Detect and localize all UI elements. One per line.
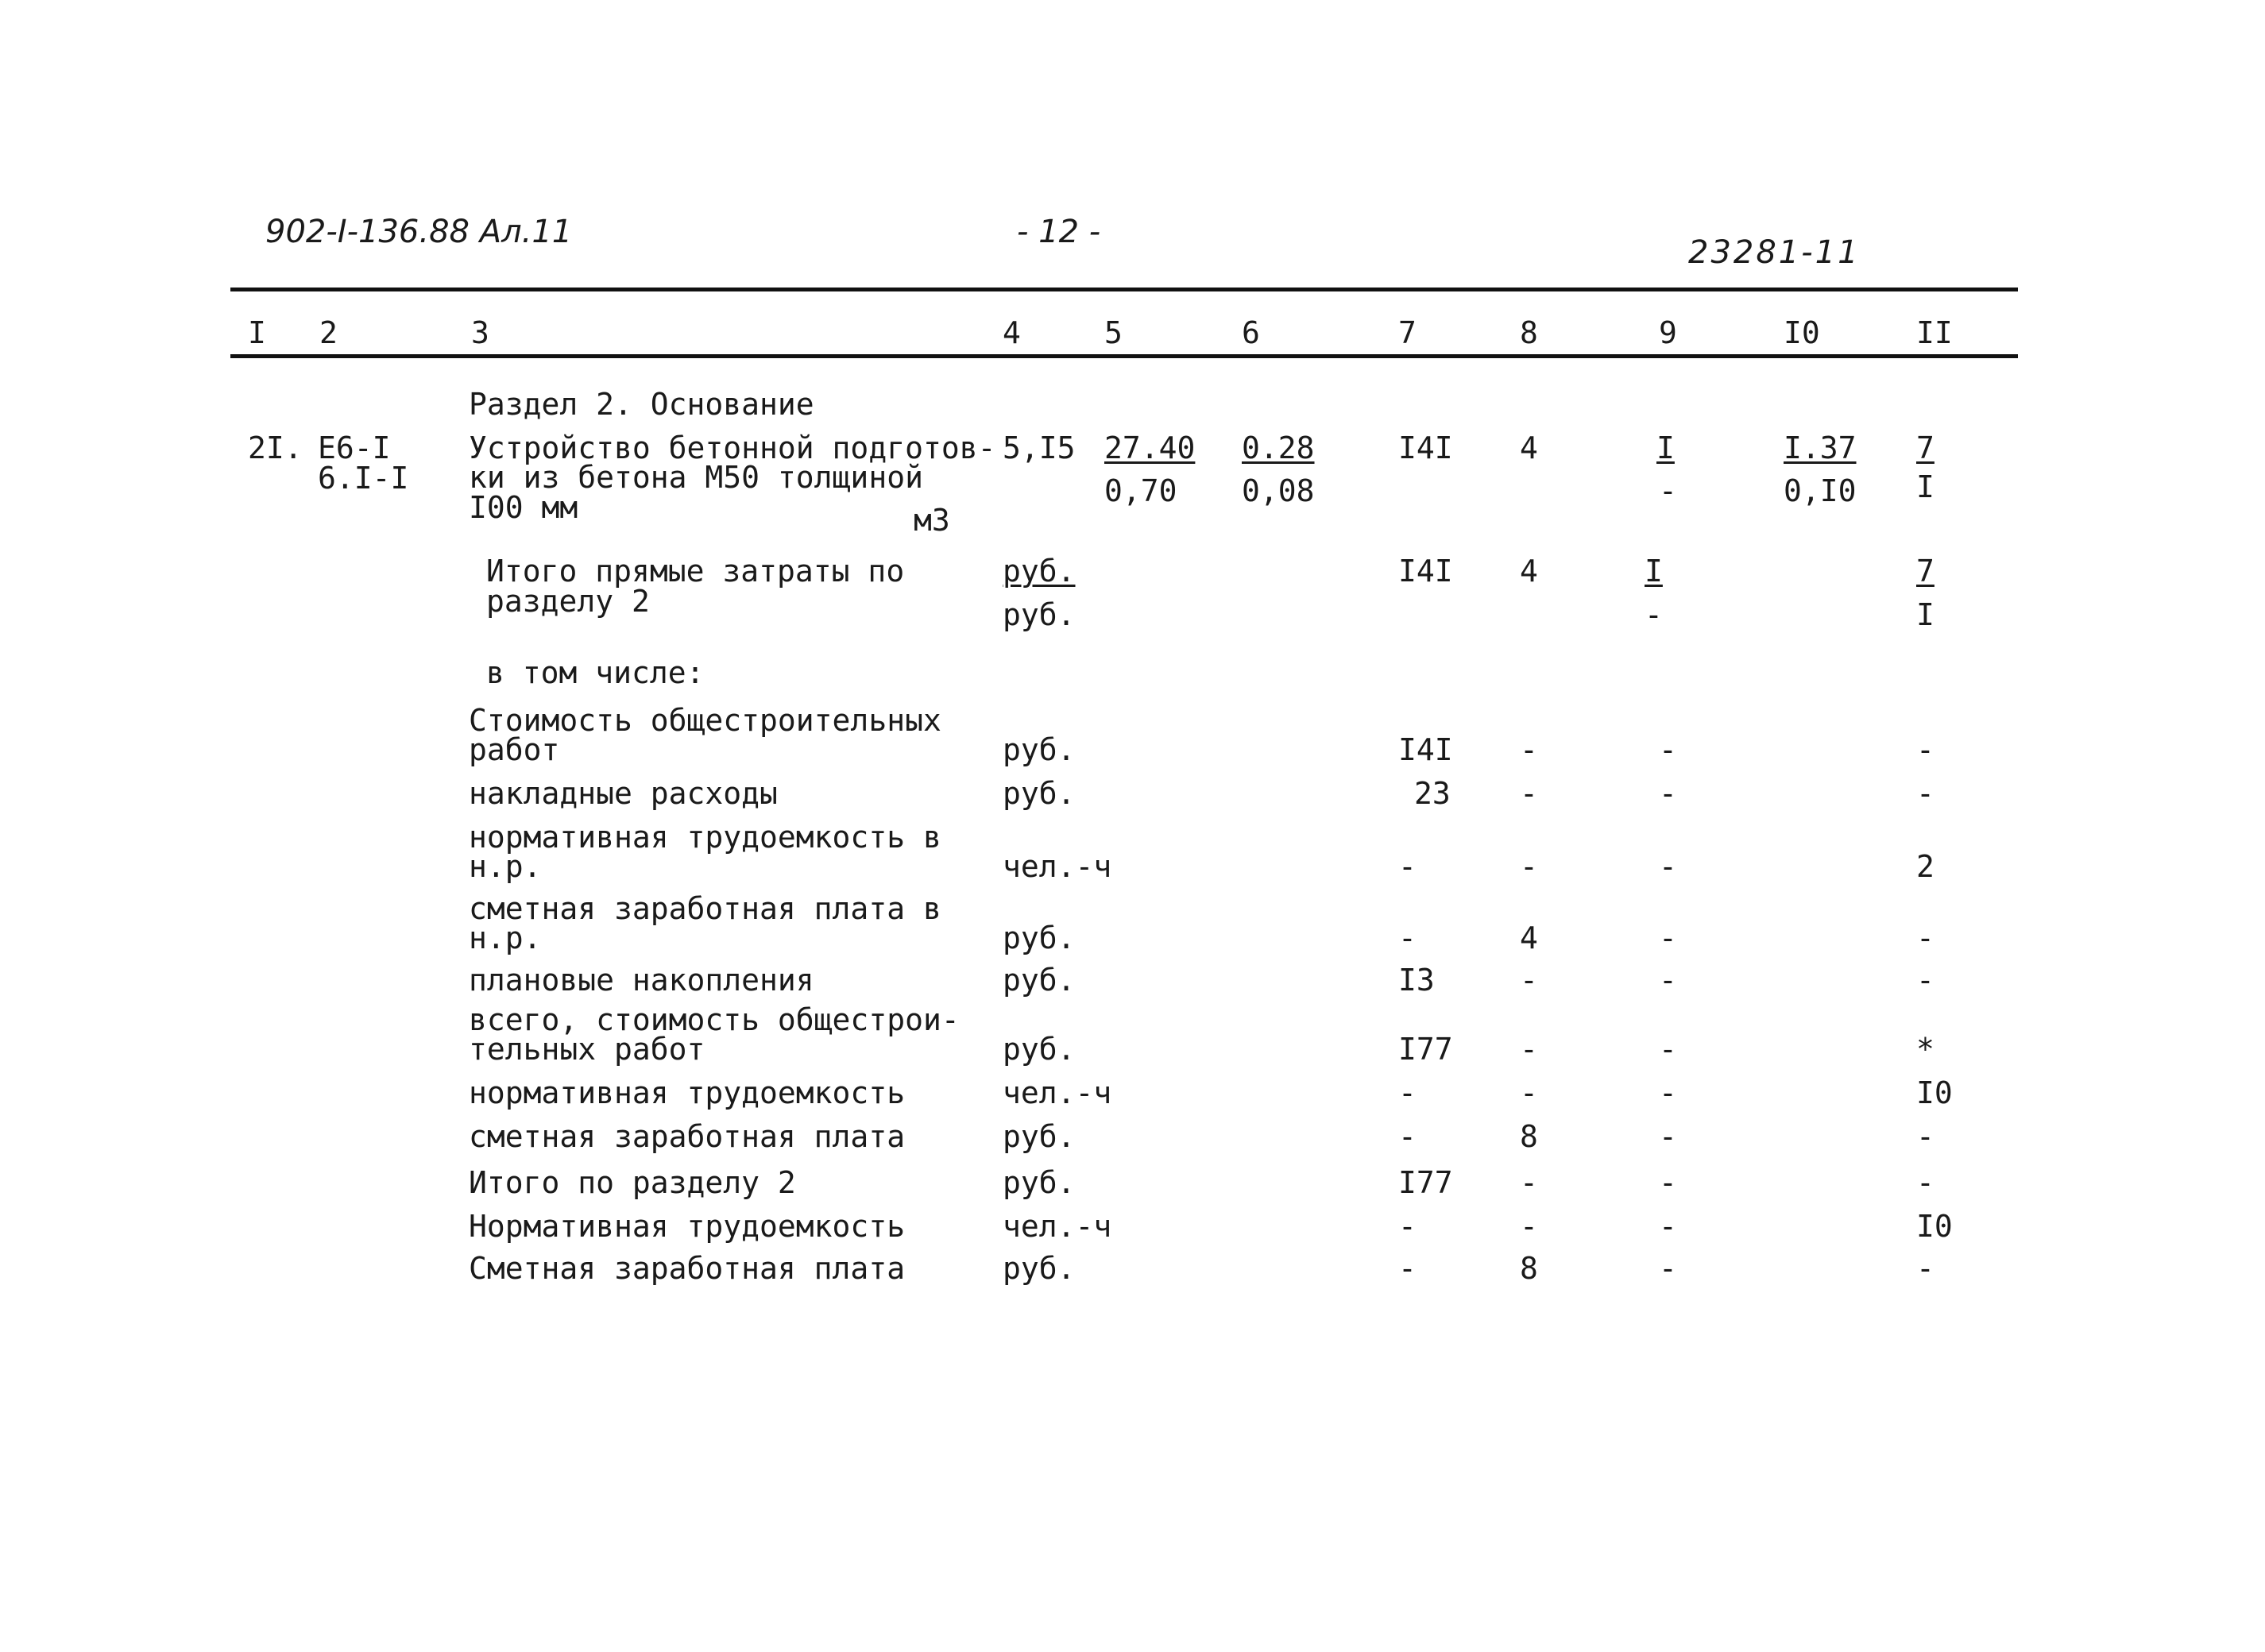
total-direct-c9-top: I — [1645, 554, 1663, 589]
row-c7: - — [1398, 1075, 1417, 1110]
row-c11: I0 — [1916, 1209, 1953, 1244]
row-label: накладные расходы — [469, 776, 778, 811]
row-c8: 8 — [1520, 1119, 1538, 1154]
row-c9: - — [1659, 1165, 1677, 1200]
row-c11: I0 — [1916, 1075, 1953, 1110]
column-header: I — [248, 315, 266, 350]
row-c9: - — [1659, 849, 1677, 884]
labor-total-bottom: I — [1916, 469, 1935, 504]
item-unit: м3 — [914, 503, 950, 538]
column-header: 9 — [1659, 315, 1677, 350]
row-c9: - — [1659, 1119, 1677, 1154]
item-description-line: I00 мм — [469, 490, 578, 525]
section-title: Раздел 2. Основание — [469, 387, 814, 422]
archive-number: 23281-11 — [1688, 234, 1861, 271]
row-c9: - — [1659, 1209, 1677, 1244]
total-direct-unit: руб. — [1003, 597, 1076, 632]
row-unit: чел.-ч — [1003, 1209, 1112, 1244]
row-label: нормативная трудоемкость в — [469, 820, 941, 855]
machine-cost-bottom: - — [1659, 473, 1677, 508]
row-unit: руб. — [1003, 963, 1076, 998]
item-quantity: 5,I5 — [1003, 430, 1076, 465]
page-number: - 12 - — [1017, 214, 1101, 250]
column-header: 2 — [319, 315, 338, 350]
doc-code — [265, 216, 572, 248]
total-direct-label: Итого прямые затраты по — [486, 554, 905, 589]
row-label: Итого по разделу 2 — [469, 1165, 796, 1200]
row-c8: - — [1520, 1209, 1538, 1244]
row-c7: I3 — [1398, 963, 1435, 998]
row-label: работ — [469, 732, 560, 767]
row-label: всего, стоимость общестрои- — [469, 1002, 960, 1037]
total-direct-c9-bottom: - — [1645, 597, 1663, 632]
row-unit: руб. — [1003, 1119, 1076, 1154]
including-label: в том числе: — [486, 655, 705, 690]
row-unit: руб. — [1003, 1165, 1076, 1200]
row-c9: - — [1659, 1251, 1677, 1286]
row-unit: чел.-ч — [1003, 849, 1112, 884]
total-cost: I4I — [1398, 430, 1453, 465]
column-header: 8 — [1520, 315, 1538, 350]
row-c9: - — [1659, 732, 1677, 767]
row-c11: - — [1916, 1165, 1935, 1200]
total-direct-unit: руб. — [1003, 554, 1076, 589]
row-label: н.р. — [469, 849, 542, 884]
row-c7: - — [1398, 1209, 1417, 1244]
unit-cost-bottom: 0,70 — [1104, 473, 1177, 508]
column-header: 6 — [1242, 315, 1260, 350]
row-c11: - — [1916, 1251, 1935, 1286]
doc-sheet: Ал.11 — [479, 214, 573, 250]
row-unit: руб. — [1003, 921, 1076, 955]
row-c11: - — [1916, 963, 1935, 998]
item-code: Е6-I — [318, 430, 391, 465]
total-direct-c7: I4I — [1398, 554, 1453, 589]
unit-labor-bottom: 0,08 — [1242, 473, 1315, 508]
row-c8: 8 — [1520, 1251, 1538, 1286]
row-c11: * — [1916, 1032, 1935, 1067]
row-c8: - — [1520, 732, 1538, 767]
row-c7: - — [1398, 849, 1417, 884]
total-direct-c8: 4 — [1520, 554, 1538, 589]
row-label: Нормативная трудоемкость — [469, 1209, 906, 1244]
row-c8: - — [1520, 776, 1538, 811]
row-c7: I4I — [1398, 732, 1453, 767]
row-label: сметная заработная плата в — [469, 891, 941, 926]
row-label: Стоимость общестроительных — [469, 703, 941, 738]
row-c7: - — [1398, 1251, 1417, 1286]
row-c8: 4 — [1520, 921, 1538, 955]
total-direct-label: разделу 2 — [486, 584, 650, 619]
row-c11: - — [1916, 921, 1935, 955]
row-c8: - — [1520, 1075, 1538, 1110]
row-c7: - — [1398, 1119, 1417, 1154]
item-number: 2I. — [248, 430, 303, 465]
column-header: 7 — [1398, 315, 1417, 350]
row-c7: 23 — [1414, 776, 1451, 811]
wages-total: 4 — [1520, 430, 1538, 465]
row-c8: - — [1520, 963, 1538, 998]
row-label: Сметная заработная плата — [469, 1251, 906, 1286]
column-header: 3 — [471, 315, 489, 350]
row-c9: - — [1659, 921, 1677, 955]
row-label: нормативная трудоемкость — [469, 1075, 906, 1110]
column-header: 4 — [1003, 315, 1021, 350]
item-description-line: Устройство бетонной подготов- — [469, 430, 996, 465]
row-c11: 2 — [1916, 849, 1935, 884]
row-label: тельных работ — [469, 1032, 705, 1067]
row-c7: - — [1398, 921, 1417, 955]
doc-code-number: 902-I-136.88 — [265, 214, 470, 250]
row-unit: руб. — [1003, 776, 1076, 811]
row-c11: - — [1916, 1119, 1935, 1154]
unit-cost-top: 27.40 — [1104, 430, 1196, 465]
row-c9: - — [1659, 776, 1677, 811]
row-c11: - — [1916, 776, 1935, 811]
row-label: н.р. — [469, 921, 542, 955]
row-unit: руб. — [1003, 1251, 1076, 1286]
table-top-rule — [230, 288, 2018, 291]
row-c8: - — [1520, 849, 1538, 884]
row-c11: - — [1916, 732, 1935, 767]
header-bottom-rule — [230, 354, 2018, 358]
column-header: II — [1916, 315, 1953, 350]
row-c8: - — [1520, 1032, 1538, 1067]
row-label: сметная заработная плата — [469, 1119, 906, 1154]
row-c8: - — [1520, 1165, 1538, 1200]
row-label: плановые накопления — [469, 963, 814, 998]
item-description-line: ки из бетона М50 толщиной — [469, 460, 923, 495]
row-c9: - — [1659, 1032, 1677, 1067]
labor-total-top: 7 — [1916, 430, 1935, 465]
item-code-sub: 6.I-I — [318, 461, 409, 496]
row-unit: чел.-ч — [1003, 1075, 1112, 1110]
total-direct-c11-bottom: I — [1916, 597, 1935, 632]
column-header: I0 — [1784, 315, 1820, 350]
row-unit: руб. — [1003, 732, 1076, 767]
column-header: 5 — [1104, 315, 1123, 350]
labor-rate-top: I.37 — [1784, 430, 1857, 465]
total-direct-c11-top: 7 — [1916, 554, 1935, 589]
row-c9: - — [1659, 963, 1677, 998]
unit-labor-top: 0.28 — [1242, 430, 1315, 465]
row-c7: I77 — [1398, 1032, 1453, 1067]
machine-cost-top: I — [1656, 430, 1675, 465]
labor-rate-bottom: 0,I0 — [1784, 473, 1857, 508]
row-c7: I77 — [1398, 1165, 1453, 1200]
row-c9: - — [1659, 1075, 1677, 1110]
row-unit: руб. — [1003, 1032, 1076, 1067]
